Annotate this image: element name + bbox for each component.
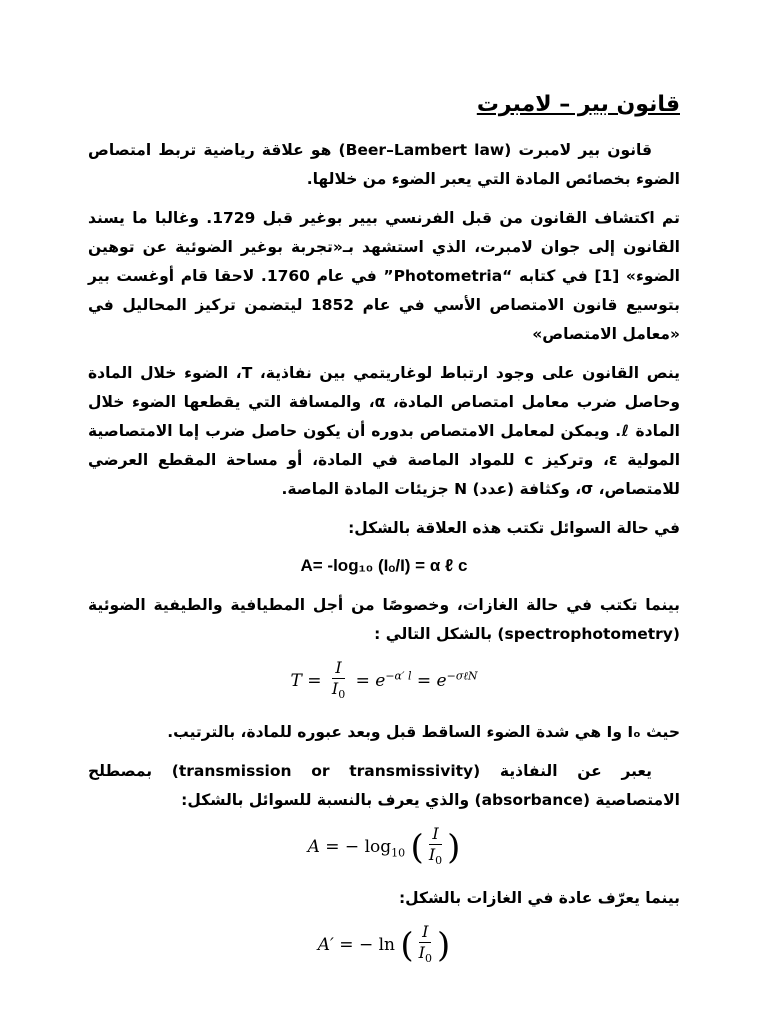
page-title: قانون بير – لامبرت <box>476 92 680 117</box>
document-page <box>88 88 680 983</box>
paragraph-intensities: حيث Iₒ وI هي شدة الضوء الساقط قبل وبعد عبوره للمادة، بالترتيب. <box>167 723 680 742</box>
paragraph-gases-intro: بينما تكتب في حالة الغازات، وخصوصًا من أجل المطيافية والطيفية الضوئية (spectrophotometry) بالشكل التالي : <box>88 596 680 643</box>
paragraph-transmission: يعبر عن النفاذية (transmission or transmissivity) بمصطلح الامتصاصية (absorbance) والذي يعرف بالنسبة للسوائل بالشكل: <box>88 762 680 810</box>
formula-gas-absorbance: A′ = − ln ( $\frac{I}{I_0}$ ) <box>317 922 451 966</box>
paragraph-history: تم اكتشاف القانون من قبل الفرنسي بيير بوغير قبل 1729. وغالبا ما يسند القانون إلى جوان لامبرت، الذي استشهد بـ«تجربة بوغير الضوئية عن توهين الضوء» [1] في كتابه “Photometria” في عام 1760. لاحقا قام أوغست بير بتوسيع قانون الامتصاص الأسي في عام 1852 ليتضمن تركيز المحاليل في «معامل الامتصاص» <box>88 209 680 343</box>
paragraph-law-statement: ينص القانون على وجود ارتباط لوغاريتمي بين نفاذية، T، الضوء خلال المادة وحاصل ضرب معامل امتصاص المادة، α، والمسافة التي يقطعها الضوء خلال المادة ℓ. ويمكن لمعامل الامتصاص بدوره أن يكون حاصل ضرب إما الامتصاصية المولية ε، وتركيز c للمواد الماصة في المادة، أو مساحة المقطع العرضي للامتصاص، σ، وكثافة (عدد) N جزيئات المادة الماصة. <box>88 364 681 498</box>
formula-liquid: A= -log₁₀ (Iₒ/I) = α ℓ c <box>300 556 468 575</box>
formula-transmittance: T = $\frac{I}{I_0}$ = $e^{-\alpha' l} = e^{-\sigma\ell N}$ <box>290 658 478 702</box>
paragraph-liquids-intro: في حالة السوائل تكتب هذه العلاقة بالشكل: <box>348 519 680 537</box>
paragraph-gas-absorbance-intro: بينما يعرّف عادة في الغازات بالشكل: <box>398 889 680 908</box>
paragraph-intro: قانون بير لامبرت (Beer–Lambert law) هو علاقة رياضية تربط امتصاص الضوء بخصائص المادة التي يعبر الضوء من خلالها. <box>88 141 680 188</box>
formula-absorbance: A = − $\log_{10}$ ( $\frac{I}{I_0}$ ) <box>307 824 461 868</box>
